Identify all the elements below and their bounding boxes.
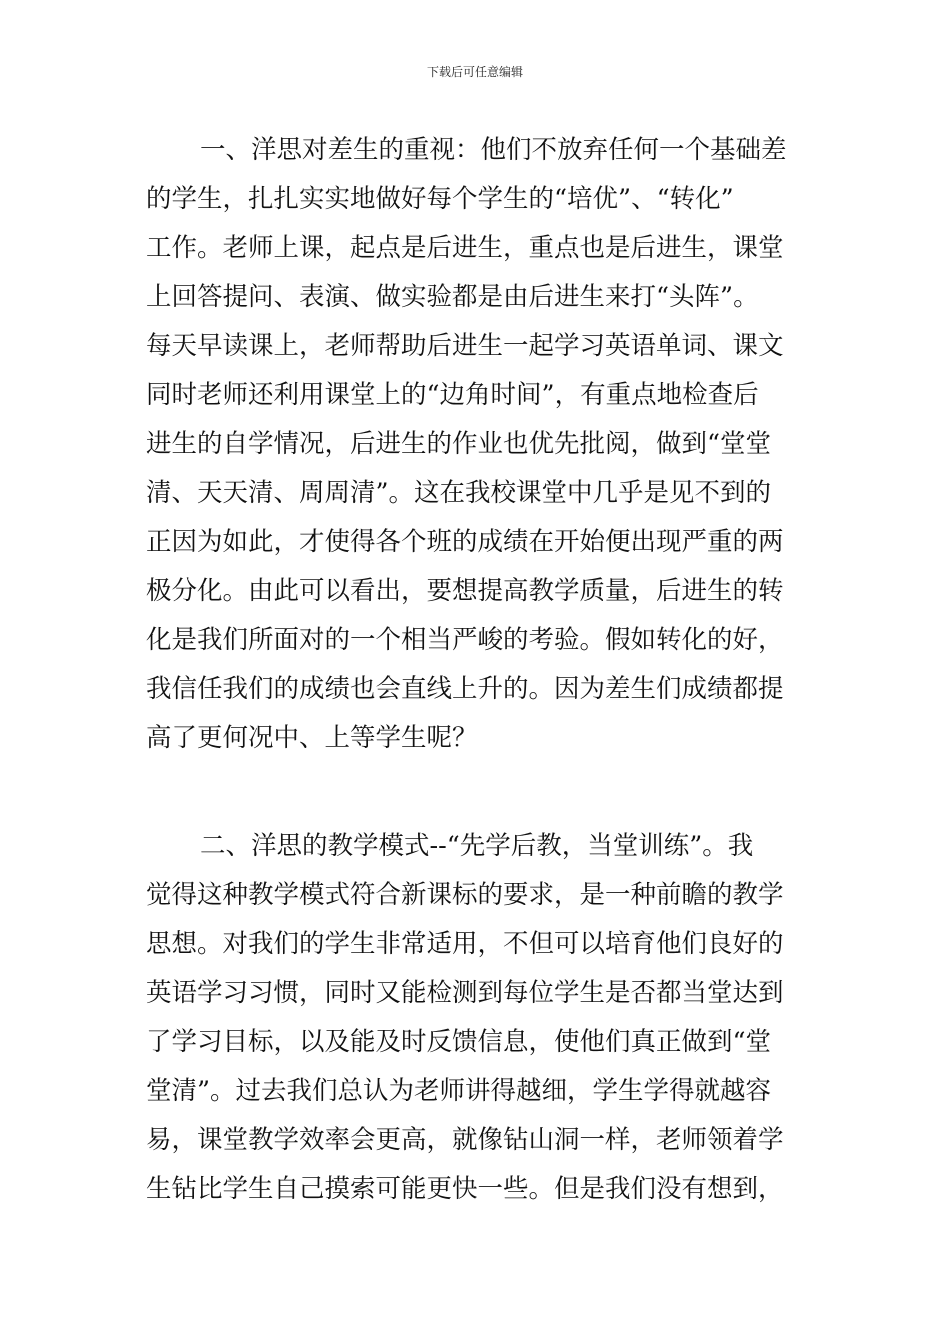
text-line: 每天早读课上，老师帮助后进生一起学习英语单词、课文 xyxy=(146,331,784,361)
text-line: 我信任我们的成绩也会直线上升的。因为差生们成绩都提 xyxy=(146,674,784,704)
text-line: 英语学习习惯，同时又能检测到每位学生是否都当堂达到 xyxy=(146,978,784,1008)
text-line: 上回答提问、表演、做实验都是由后进生来打“头阵”。 xyxy=(146,282,759,312)
paragraph-2 xyxy=(146,822,806,1214)
text-line: 进生的自学情况，后进生的作业也优先批阅，做到“堂堂 xyxy=(146,429,772,459)
text-line: 极分化。由此可以看出，要想提高教学质量，后进生的转 xyxy=(146,576,784,606)
text-line: 正因为如此，才使得各个班的成绩在开始便出现严重的两 xyxy=(146,527,784,557)
text-line: 同时老师还利用课堂上的“边角时间”，有重点地检查后 xyxy=(146,380,759,410)
text-line: 二、洋思的教学模式--“先学后教，当堂训练”。我 xyxy=(200,831,754,861)
text-line: 清、天天清、周周清”。这在我校课堂中几乎是见不到的 xyxy=(146,478,772,508)
text-line: 的学生，扎扎实实地做好每个学生的“培优”、“转化” xyxy=(146,184,734,214)
text-line: 堂清”。过去我们总认为老师讲得越细，学生学得就越容 xyxy=(146,1076,772,1106)
text-line: 易，课堂教学效率会更高，就像钻山洞一样，老师领着学 xyxy=(146,1125,784,1155)
text-line: 高了更何况中、上等学生呢？ xyxy=(146,723,478,753)
page-header: 下载后可任意编辑 xyxy=(426,65,523,79)
text-line: 一、洋思对差生的重视：他们不放弃任何一个基础差 xyxy=(200,135,787,165)
text-line: 生钻比学生自己摸索可能更快一些。但是我们没有想到， xyxy=(146,1174,784,1204)
text-line: 了学习目标，以及能及时反馈信息，使他们真正做到“堂 xyxy=(146,1027,772,1057)
paragraph-1 xyxy=(146,126,806,763)
text-line: 工作。老师上课，起点是后进生，重点也是后进生，课堂 xyxy=(146,233,784,263)
text-line: 化是我们所面对的一个相当严峻的考验。假如转化的好， xyxy=(146,625,784,655)
text-line: 思想。对我们的学生非常适用，不但可以培育他们良好的 xyxy=(146,929,784,959)
text-line: 觉得这种教学模式符合新课标的要求，是一种前瞻的教学 xyxy=(146,880,784,910)
